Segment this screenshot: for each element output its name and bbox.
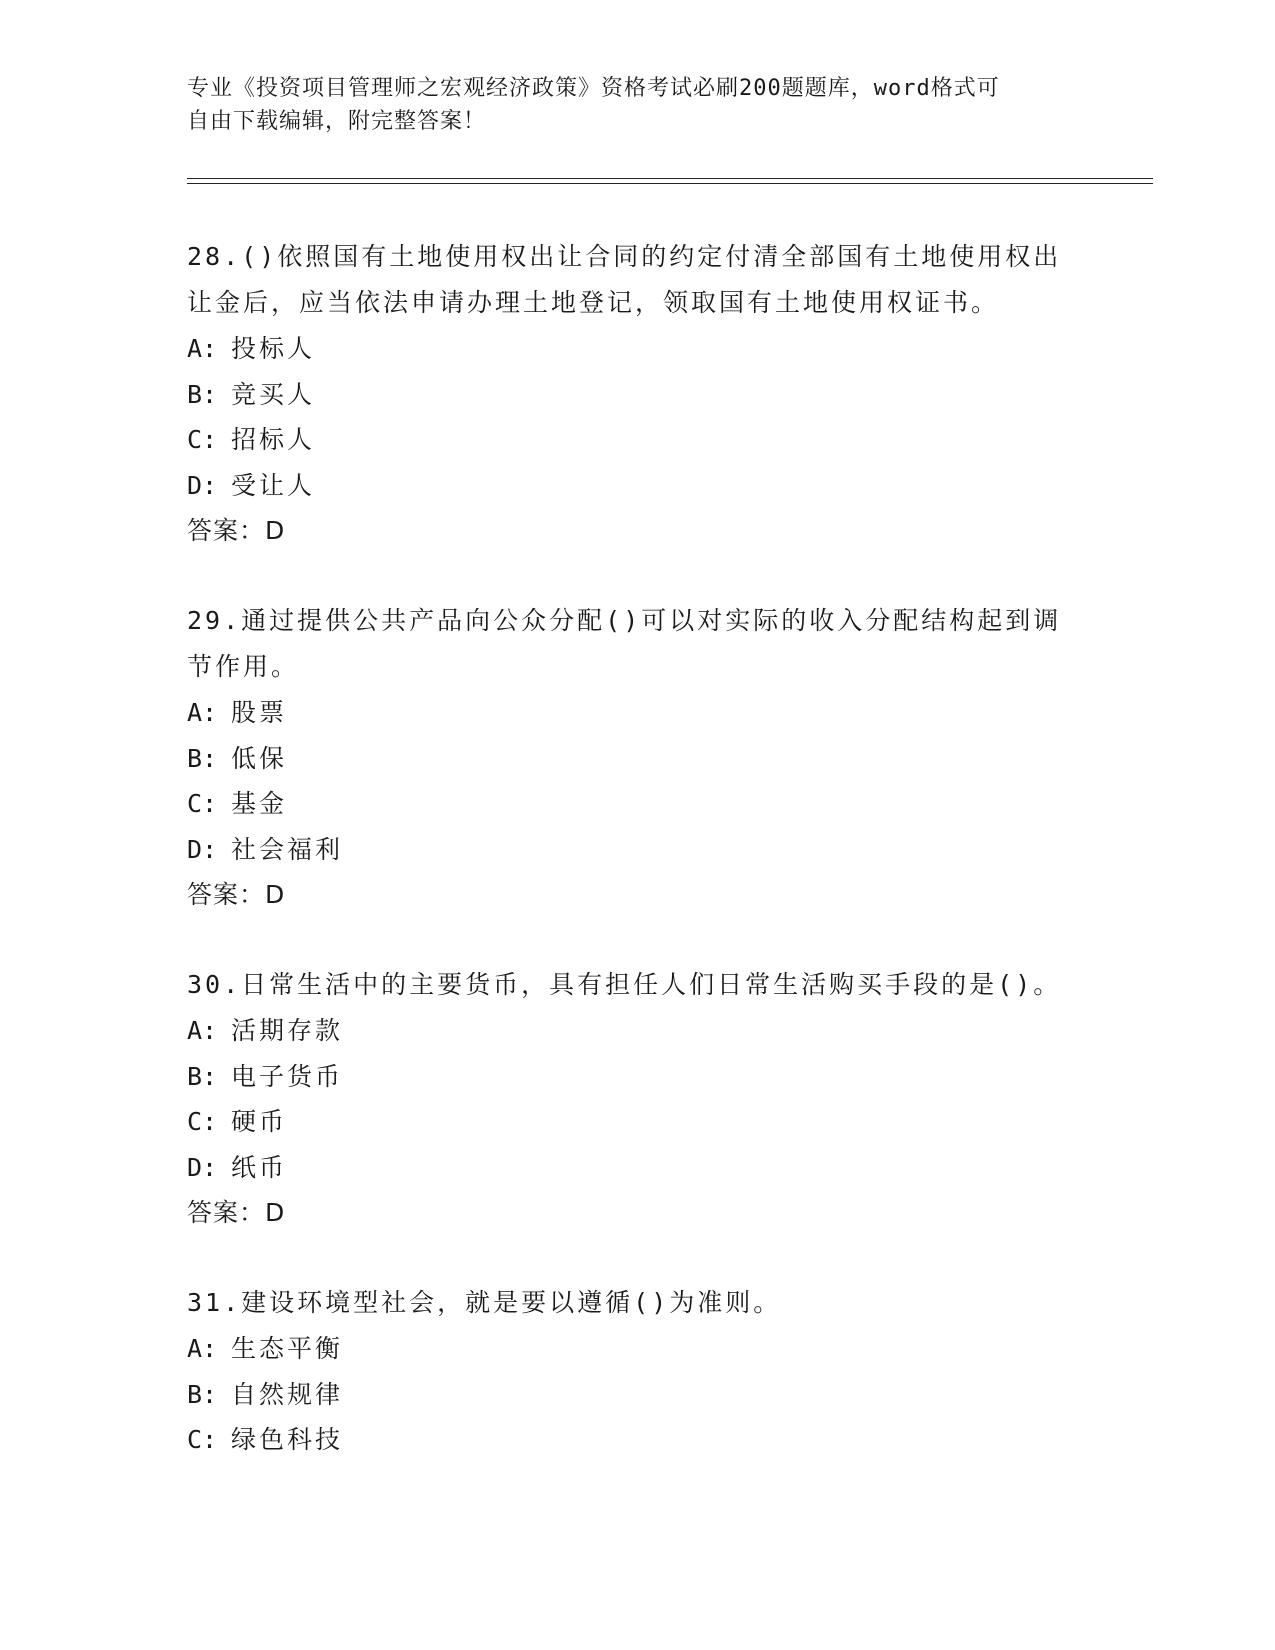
question-31 [187,1280,1087,1463]
header-divider-top [187,178,1153,179]
option-text: 纸币 [231,1152,288,1182]
question-stem-line: 让金后，应当依法申请办理土地登记，领取国有土地使用权证书。 [187,288,1000,317]
question-stem-line: 29.通过提供公共产品向公众分配()可以对实际的收入分配结构起到调 [187,606,1062,635]
option-text: 活期存款 [231,1016,344,1045]
question-30 [187,962,1087,1236]
option-text: 招标人 [231,425,316,454]
question-29 [187,598,1087,918]
option-label: A: [187,334,218,363]
option-a [187,1008,1087,1054]
option-d [187,827,1087,873]
option-text: 电子货币 [231,1061,344,1091]
question-stem-line: 节作用。 [187,652,300,681]
question-stem-line: 30.日常生活中的主要货币，具有担任人们日常生活购买手段的是()。 [187,970,1062,999]
option-b [187,1372,1087,1418]
option-label: A: [187,698,218,727]
option-text: 生态平衡 [231,1334,344,1363]
option-b [187,1054,1087,1100]
option-c [187,417,1087,463]
option-text: 基金 [231,789,288,818]
option-label: A: [187,1016,218,1045]
option-a [187,1326,1087,1372]
option-text: 绿色科技 [231,1425,344,1454]
answer-line: 答案：D [187,516,286,545]
question-stem-line: 28.()依照国有土地使用权出让合同的约定付清全部国有土地使用权出 [187,242,1062,271]
option-label: B: [187,1379,218,1409]
option-label: C: [187,1107,218,1136]
document-header [187,72,1067,138]
option-b [187,372,1087,418]
option-label: C: [187,789,218,818]
option-label: C: [187,425,218,454]
option-d [187,463,1087,509]
option-a [187,690,1087,736]
option-label: A: [187,1334,218,1363]
option-label: C: [187,1425,218,1454]
question-stem-line: 31.建设环境型社会，就是要以遵循()为准则。 [187,1288,782,1317]
option-text: 受让人 [231,470,316,500]
option-b [187,736,1087,782]
option-label: B: [187,743,218,773]
option-text: 低保 [231,743,288,773]
header-line-1: 专业《投资项目管理师之宏观经济政策》资格考试必刷200题题库，word格式可 [187,76,1000,101]
option-text: 硬币 [231,1107,288,1136]
option-label: B: [187,379,218,409]
question-28 [187,234,1087,554]
option-text: 竞买人 [231,379,316,409]
option-text: 股票 [231,698,288,727]
answer-line: 答案：D [187,880,286,909]
option-d [187,1145,1087,1191]
answer-line: 答案：D [187,1198,286,1227]
option-label: B: [187,1061,218,1091]
option-label: D: [187,834,218,864]
option-c [187,1099,1087,1145]
option-label: D: [187,470,218,500]
header-line-2: 自由下载编辑，附完整答案！ [187,109,487,134]
option-a [187,326,1087,372]
option-text: 投标人 [231,334,316,363]
option-c [187,781,1087,827]
option-text: 自然规律 [231,1379,344,1409]
header-divider-bottom [187,183,1153,184]
option-c [187,1417,1087,1463]
option-text: 社会福利 [231,834,344,864]
option-label: D: [187,1152,218,1182]
